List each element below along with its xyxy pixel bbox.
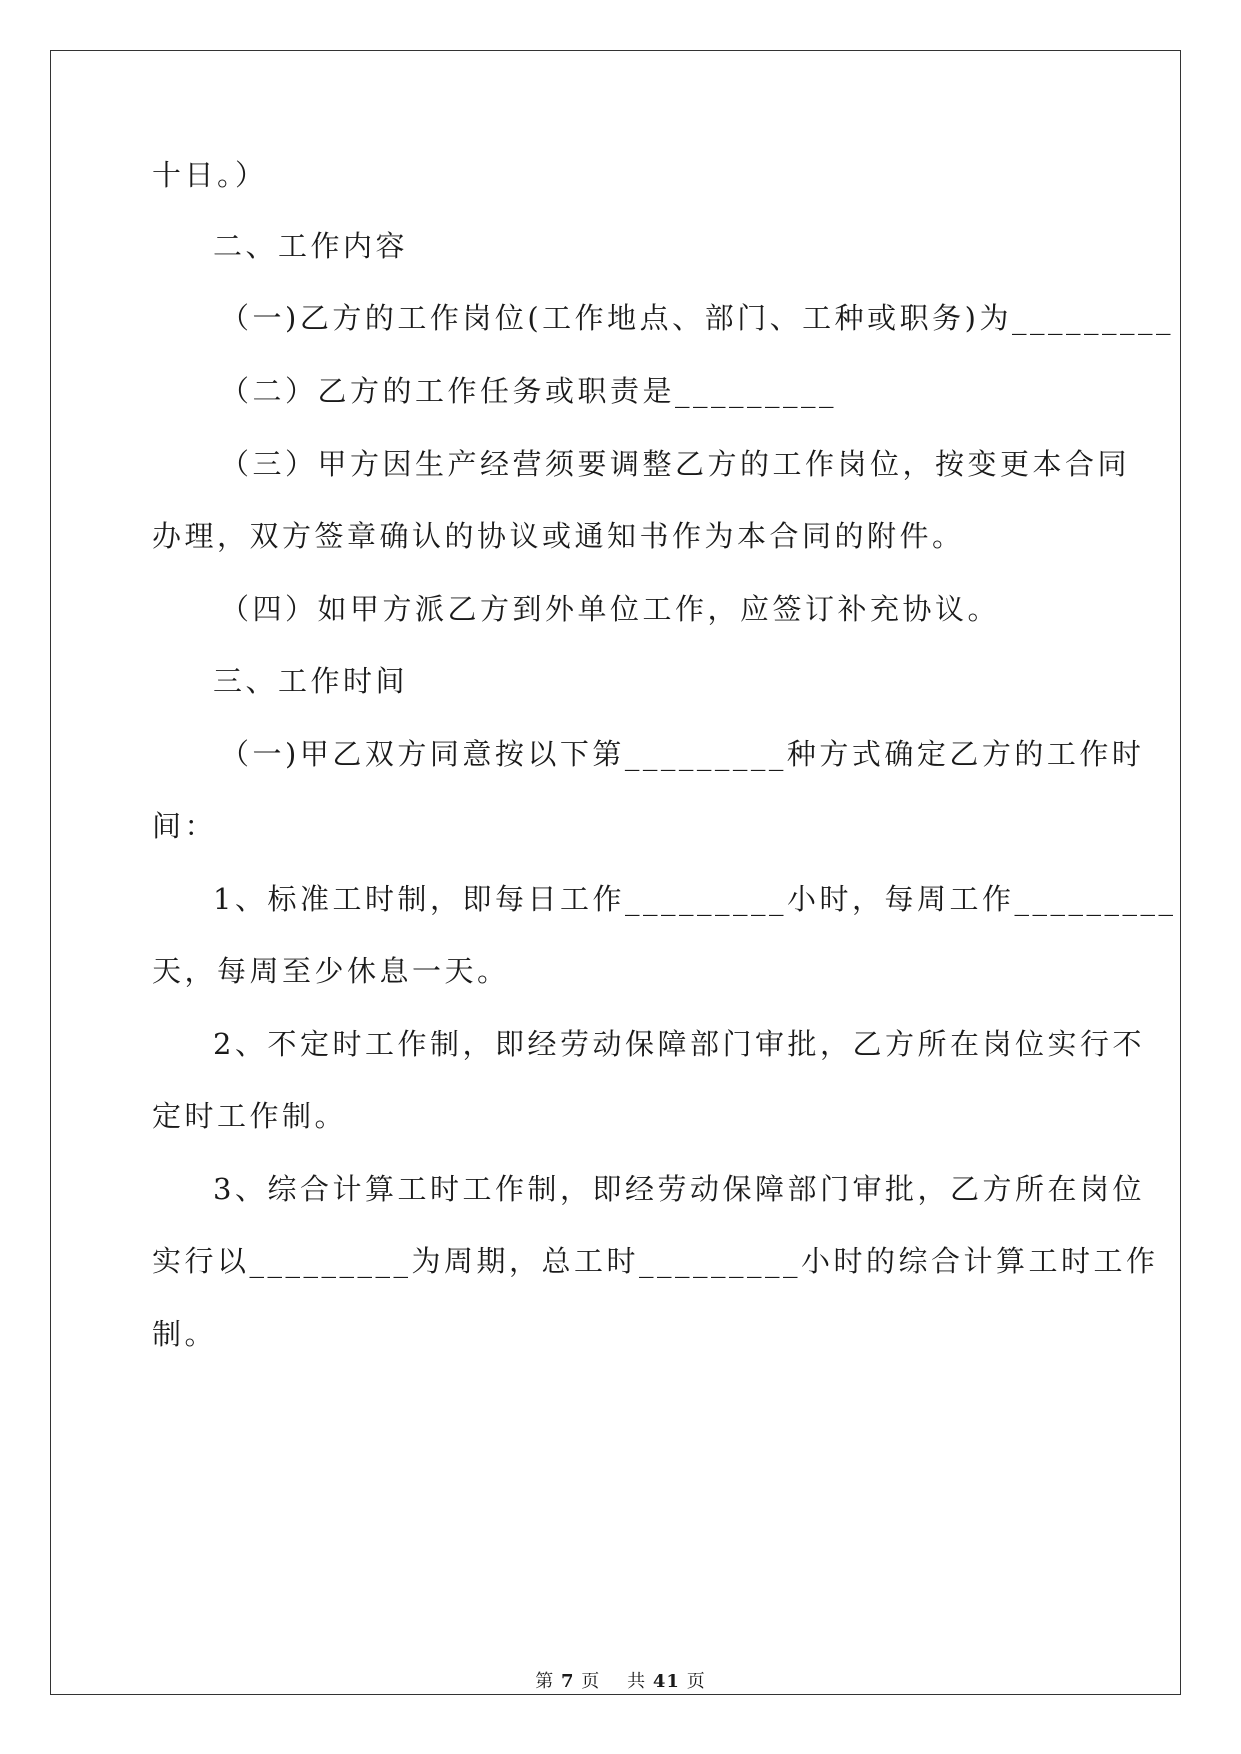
text-line: （一)乙方的工作岗位(工作地点、部门、工种或职务)为_________ [220, 301, 1174, 335]
section-heading: 二、工作内容 [213, 229, 409, 263]
page-footer [0, 1670, 1241, 1694]
text-line: 十日。） [152, 158, 268, 192]
text-line: （四）如甲方派乙方到外单位工作，应签订补充协议。 [220, 592, 1001, 626]
text-line: 定时工作制。 [152, 1099, 348, 1133]
text-line: 办理，双方签章确认的协议或通知书作为本合同的附件。 [152, 519, 965, 553]
page-prefix: 第 [535, 1671, 555, 1692]
text-line: 2、不定时工作制，即经劳动保障部门审批，乙方所在岗位实行不 [213, 1027, 1145, 1061]
text-line: （一)甲乙双方同意按以下第_________种方式确定乙方的工作时 [220, 737, 1145, 771]
total-suffix: 页 [686, 1671, 706, 1692]
text-line: 间： [152, 809, 218, 843]
page-number: 7 [561, 1671, 575, 1692]
text-line: （三）甲方因生产经营须要调整乙方的工作岗位，按变更本合同 [220, 447, 1131, 481]
total-prefix: 共 [627, 1671, 647, 1692]
text-line: 天，每周至少休息一天。 [152, 954, 510, 988]
total-pages: 41 [652, 1671, 680, 1692]
page-suffix: 页 [581, 1671, 601, 1692]
page-frame [50, 50, 1181, 1695]
section-heading: 三、工作时间 [213, 664, 409, 698]
text-line: 3、综合计算工时工作制，即经劳动保障部门审批，乙方所在岗位 [213, 1172, 1145, 1206]
text-line: （二）乙方的工作任务或职责是_________ [220, 374, 838, 408]
text-line: 制。 [152, 1317, 218, 1351]
text-line: 实行以_________为周期，总工时_________小时的综合计算工时工作 [152, 1244, 1159, 1278]
text-line: 1、标准工时制，即每日工作_________小时，每周工作_________ [213, 882, 1177, 916]
